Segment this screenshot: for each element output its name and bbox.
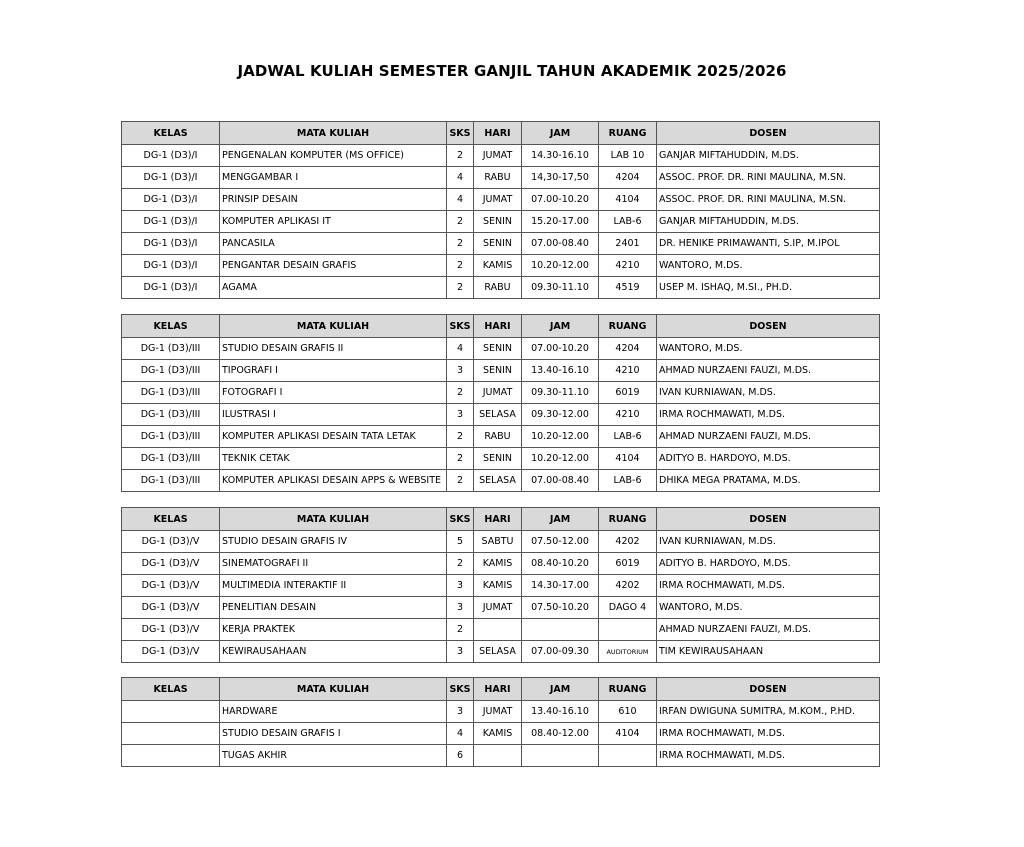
cell-jam: 14,30-17,50	[522, 167, 599, 189]
cell-ruang: 4202	[599, 575, 657, 597]
cell-dosen: TIM KEWIRAUSAHAAN	[657, 641, 880, 663]
column-header-jam: JAM	[522, 508, 599, 531]
cell-ruang: 4210	[599, 360, 657, 382]
cell-kelas: DG-1 (D3)/V	[122, 641, 220, 663]
table-header-row	[122, 678, 880, 701]
column-header-hari: HARI	[474, 122, 522, 145]
cell-dosen: USEP M. ISHAQ, M.SI., PH.D.	[657, 277, 880, 299]
cell-ruang: DAGO 4	[599, 597, 657, 619]
schedule-table-semester-1	[121, 121, 880, 299]
cell-dosen: IRMA ROCHMAWATI, M.DS.	[657, 723, 880, 745]
table-row	[122, 167, 880, 189]
cell-sks: 3	[447, 575, 474, 597]
column-header-dosen: DOSEN	[657, 678, 880, 701]
cell-dosen: AHMAD NURZAENI FAUZI, M.DS.	[657, 619, 880, 641]
cell-jam: 07.00-08.40	[522, 470, 599, 492]
table-row	[122, 255, 880, 277]
cell-ruang	[599, 619, 657, 641]
cell-dosen: ADITYO B. HARDOYO, M.DS.	[657, 448, 880, 470]
cell-hari: KAMIS	[474, 553, 522, 575]
cell-sks: 2	[447, 382, 474, 404]
cell-jam: 15.20-17.00	[522, 211, 599, 233]
cell-mk: KERJA PRAKTEK	[220, 619, 447, 641]
cell-sks: 3	[447, 404, 474, 426]
column-header-hari: HARI	[474, 678, 522, 701]
table-row	[122, 338, 880, 360]
table-row	[122, 575, 880, 597]
cell-mk: KOMPUTER APLIKASI DESAIN APPS & WEBSITE	[220, 470, 447, 492]
cell-jam: 08.40-10.20	[522, 553, 599, 575]
cell-ruang: 2401	[599, 233, 657, 255]
cell-mk: TUGAS AKHIR	[220, 745, 447, 767]
column-header-hari: HARI	[474, 315, 522, 338]
cell-kelas	[122, 745, 220, 767]
cell-mk: FOTOGRAFI I	[220, 382, 447, 404]
cell-kelas: DG-1 (D3)/V	[122, 597, 220, 619]
cell-dosen: ADITYO B. HARDOYO, M.DS.	[657, 553, 880, 575]
cell-sks: 2	[447, 277, 474, 299]
cell-sks: 6	[447, 745, 474, 767]
table-row	[122, 701, 880, 723]
cell-sks: 2	[447, 211, 474, 233]
cell-jam: 07.00-10.20	[522, 338, 599, 360]
cell-mk: STUDIO DESAIN GRAFIS II	[220, 338, 447, 360]
cell-jam: 10.20-12.00	[522, 426, 599, 448]
cell-sks: 2	[447, 448, 474, 470]
cell-dosen: AHMAD NURZAENI FAUZI, M.DS.	[657, 360, 880, 382]
table-header-row	[122, 508, 880, 531]
table-row	[122, 531, 880, 553]
column-header-dosen: DOSEN	[657, 315, 880, 338]
column-header-sks: SKS	[447, 508, 474, 531]
table-row	[122, 641, 880, 663]
column-header-sks: SKS	[447, 678, 474, 701]
column-header-mk: MATA KULIAH	[220, 315, 447, 338]
cell-hari: KAMIS	[474, 575, 522, 597]
cell-hari: SENIN	[474, 360, 522, 382]
cell-sks: 3	[447, 701, 474, 723]
cell-kelas: DG-1 (D3)/III	[122, 470, 220, 492]
cell-hari: SELASA	[474, 404, 522, 426]
cell-hari: RABU	[474, 167, 522, 189]
cell-mk: PENGENALAN KOMPUTER (MS OFFICE)	[220, 145, 447, 167]
cell-sks: 4	[447, 189, 474, 211]
table-row	[122, 597, 880, 619]
cell-kelas: DG-1 (D3)/I	[122, 255, 220, 277]
column-header-kelas: KELAS	[122, 122, 220, 145]
table-row	[122, 619, 880, 641]
cell-kelas: DG-1 (D3)/I	[122, 167, 220, 189]
column-header-jam: JAM	[522, 315, 599, 338]
cell-sks: 3	[447, 641, 474, 663]
column-header-jam: JAM	[522, 678, 599, 701]
column-header-mk: MATA KULIAH	[220, 122, 447, 145]
column-header-ruang: RUANG	[599, 508, 657, 531]
table-row	[122, 745, 880, 767]
schedule-table-semester-3	[121, 314, 880, 492]
cell-hari: SENIN	[474, 233, 522, 255]
cell-jam: 09.30-12.00	[522, 404, 599, 426]
cell-ruang: 4104	[599, 189, 657, 211]
column-header-kelas: KELAS	[122, 315, 220, 338]
cell-dosen: DR. HENIKE PRIMAWANTI, S.IP, M.IPOL	[657, 233, 880, 255]
cell-hari: JUMAT	[474, 382, 522, 404]
cell-jam: 13.40-16.10	[522, 360, 599, 382]
column-header-jam: JAM	[522, 122, 599, 145]
column-header-ruang: RUANG	[599, 678, 657, 701]
cell-ruang: LAB 10	[599, 145, 657, 167]
cell-kelas: DG-1 (D3)/III	[122, 448, 220, 470]
cell-hari: RABU	[474, 277, 522, 299]
cell-dosen: DHIKA MEGA PRATAMA, M.DS.	[657, 470, 880, 492]
table-row	[122, 553, 880, 575]
cell-mk: TIPOGRAFI I	[220, 360, 447, 382]
cell-ruang	[599, 745, 657, 767]
table-row	[122, 426, 880, 448]
cell-dosen: GANJAR MIFTAHUDDIN, M.DS.	[657, 145, 880, 167]
column-header-dosen: DOSEN	[657, 508, 880, 531]
cell-jam: 07.00-09.30	[522, 641, 599, 663]
column-header-ruang: RUANG	[599, 122, 657, 145]
cell-jam: 14.30-16.10	[522, 145, 599, 167]
cell-sks: 4	[447, 338, 474, 360]
cell-jam: 13.40-16.10	[522, 701, 599, 723]
cell-ruang: LAB-6	[599, 426, 657, 448]
cell-sks: 2	[447, 619, 474, 641]
cell-dosen: ASSOC. PROF. DR. RINI MAULINA, M.SN.	[657, 189, 880, 211]
table-row	[122, 470, 880, 492]
cell-ruang: 6019	[599, 382, 657, 404]
cell-mk: KOMPUTER APLIKASI IT	[220, 211, 447, 233]
column-header-sks: SKS	[447, 315, 474, 338]
column-header-kelas: KELAS	[122, 508, 220, 531]
cell-mk: MENGGAMBAR I	[220, 167, 447, 189]
cell-sks: 2	[447, 553, 474, 575]
cell-kelas: DG-1 (D3)/I	[122, 211, 220, 233]
cell-jam: 07.00-10.20	[522, 189, 599, 211]
cell-sks: 4	[447, 723, 474, 745]
cell-hari: JUMAT	[474, 701, 522, 723]
cell-kelas	[122, 723, 220, 745]
cell-dosen: WANTORO, M.DS.	[657, 255, 880, 277]
cell-hari	[474, 745, 522, 767]
cell-jam: 07.50-12.00	[522, 531, 599, 553]
cell-jam: 07.50-10.20	[522, 597, 599, 619]
cell-dosen: IVAN KURNIAWAN, M.DS.	[657, 382, 880, 404]
cell-dosen: IVAN KURNIAWAN, M.DS.	[657, 531, 880, 553]
cell-dosen: GANJAR MIFTAHUDDIN, M.DS.	[657, 211, 880, 233]
cell-hari: JUMAT	[474, 597, 522, 619]
cell-hari	[474, 619, 522, 641]
cell-dosen: IRMA ROCHMAWATI, M.DS.	[657, 404, 880, 426]
cell-sks: 2	[447, 470, 474, 492]
cell-ruang: 4202	[599, 531, 657, 553]
page-title: JADWAL KULIAH SEMESTER GANJIL TAHUN AKADEMIK 2025/2026	[237, 62, 787, 80]
cell-dosen: AHMAD NURZAENI FAUZI, M.DS.	[657, 426, 880, 448]
cell-hari: KAMIS	[474, 723, 522, 745]
table-header-row	[122, 122, 880, 145]
cell-kelas	[122, 701, 220, 723]
cell-kelas: DG-1 (D3)/III	[122, 404, 220, 426]
cell-mk: MULTIMEDIA INTERAKTIF II	[220, 575, 447, 597]
table-row	[122, 211, 880, 233]
cell-ruang: 4210	[599, 404, 657, 426]
cell-ruang: 4210	[599, 255, 657, 277]
cell-kelas: DG-1 (D3)/III	[122, 382, 220, 404]
cell-jam	[522, 745, 599, 767]
cell-jam	[522, 619, 599, 641]
cell-kelas: DG-1 (D3)/I	[122, 277, 220, 299]
cell-mk: TEKNIK CETAK	[220, 448, 447, 470]
cell-jam: 07.00-08.40	[522, 233, 599, 255]
cell-jam: 09.30-11.10	[522, 382, 599, 404]
cell-sks: 4	[447, 167, 474, 189]
cell-mk: ILUSTRASI I	[220, 404, 447, 426]
table-row	[122, 145, 880, 167]
cell-jam: 10.20-12.00	[522, 448, 599, 470]
cell-jam: 14.30-17.00	[522, 575, 599, 597]
column-header-mk: MATA KULIAH	[220, 678, 447, 701]
cell-dosen: IRMA ROCHMAWATI, M.DS.	[657, 745, 880, 767]
cell-kelas: DG-1 (D3)/III	[122, 338, 220, 360]
cell-sks: 2	[447, 145, 474, 167]
cell-sks: 2	[447, 233, 474, 255]
cell-dosen: ASSOC. PROF. DR. RINI MAULINA, M.SN.	[657, 167, 880, 189]
cell-ruang: 610	[599, 701, 657, 723]
cell-dosen: WANTORO, M.DS.	[657, 338, 880, 360]
cell-mk: PENGANTAR DESAIN GRAFIS	[220, 255, 447, 277]
cell-ruang: LAB-6	[599, 211, 657, 233]
cell-dosen: IRFAN DWIGUNA SUMITRA, M.KOM., P.HD.	[657, 701, 880, 723]
cell-kelas: DG-1 (D3)/I	[122, 189, 220, 211]
cell-hari: SENIN	[474, 338, 522, 360]
cell-ruang: 4204	[599, 167, 657, 189]
cell-ruang: 4104	[599, 723, 657, 745]
cell-dosen: WANTORO, M.DS.	[657, 597, 880, 619]
cell-mk: SINEMATOGRAFI II	[220, 553, 447, 575]
table-row	[122, 233, 880, 255]
cell-mk: HARDWARE	[220, 701, 447, 723]
table-row	[122, 723, 880, 745]
table-row	[122, 448, 880, 470]
cell-kelas: DG-1 (D3)/III	[122, 360, 220, 382]
cell-kelas: DG-1 (D3)/V	[122, 619, 220, 641]
cell-hari: SABTU	[474, 531, 522, 553]
column-header-dosen: DOSEN	[657, 122, 880, 145]
cell-hari: JUMAT	[474, 145, 522, 167]
cell-sks: 3	[447, 360, 474, 382]
cell-jam: 09.30-11.10	[522, 277, 599, 299]
table-row	[122, 189, 880, 211]
cell-kelas: DG-1 (D3)/I	[122, 233, 220, 255]
cell-mk: PANCASILA	[220, 233, 447, 255]
cell-hari: SENIN	[474, 211, 522, 233]
cell-ruang: 4204	[599, 338, 657, 360]
cell-kelas: DG-1 (D3)/I	[122, 145, 220, 167]
cell-hari: RABU	[474, 426, 522, 448]
table-row	[122, 360, 880, 382]
cell-mk: KEWIRAUSAHAAN	[220, 641, 447, 663]
cell-sks: 2	[447, 255, 474, 277]
cell-ruang: 4519	[599, 277, 657, 299]
column-header-ruang: RUANG	[599, 315, 657, 338]
cell-sks: 3	[447, 597, 474, 619]
table-row	[122, 382, 880, 404]
cell-mk: KOMPUTER APLIKASI DESAIN TATA LETAK	[220, 426, 447, 448]
column-header-hari: HARI	[474, 508, 522, 531]
cell-hari: SENIN	[474, 448, 522, 470]
cell-jam: 08.40-12.00	[522, 723, 599, 745]
cell-ruang: AUDITORIUM	[599, 641, 657, 663]
cell-sks: 2	[447, 426, 474, 448]
schedule-table-semester-5	[121, 507, 880, 663]
cell-mk: STUDIO DESAIN GRAFIS IV	[220, 531, 447, 553]
cell-hari: JUMAT	[474, 189, 522, 211]
column-header-mk: MATA KULIAH	[220, 508, 447, 531]
cell-kelas: DG-1 (D3)/V	[122, 553, 220, 575]
table-row	[122, 277, 880, 299]
cell-ruang: 4104	[599, 448, 657, 470]
cell-kelas: DG-1 (D3)/III	[122, 426, 220, 448]
cell-hari: KAMIS	[474, 255, 522, 277]
cell-ruang: LAB-6	[599, 470, 657, 492]
cell-dosen: IRMA ROCHMAWATI, M.DS.	[657, 575, 880, 597]
cell-mk: STUDIO DESAIN GRAFIS I	[220, 723, 447, 745]
column-header-sks: SKS	[447, 122, 474, 145]
cell-kelas: DG-1 (D3)/V	[122, 575, 220, 597]
cell-jam: 10.20-12.00	[522, 255, 599, 277]
column-header-kelas: KELAS	[122, 678, 220, 701]
cell-hari: SELASA	[474, 470, 522, 492]
cell-sks: 5	[447, 531, 474, 553]
cell-kelas: DG-1 (D3)/V	[122, 531, 220, 553]
cell-hari: SELASA	[474, 641, 522, 663]
schedule-table-other	[121, 677, 880, 767]
table-header-row	[122, 315, 880, 338]
table-row	[122, 404, 880, 426]
cell-mk: PRINSIP DESAIN	[220, 189, 447, 211]
cell-mk: AGAMA	[220, 277, 447, 299]
cell-ruang: 6019	[599, 553, 657, 575]
cell-mk: PENELITIAN DESAIN	[220, 597, 447, 619]
